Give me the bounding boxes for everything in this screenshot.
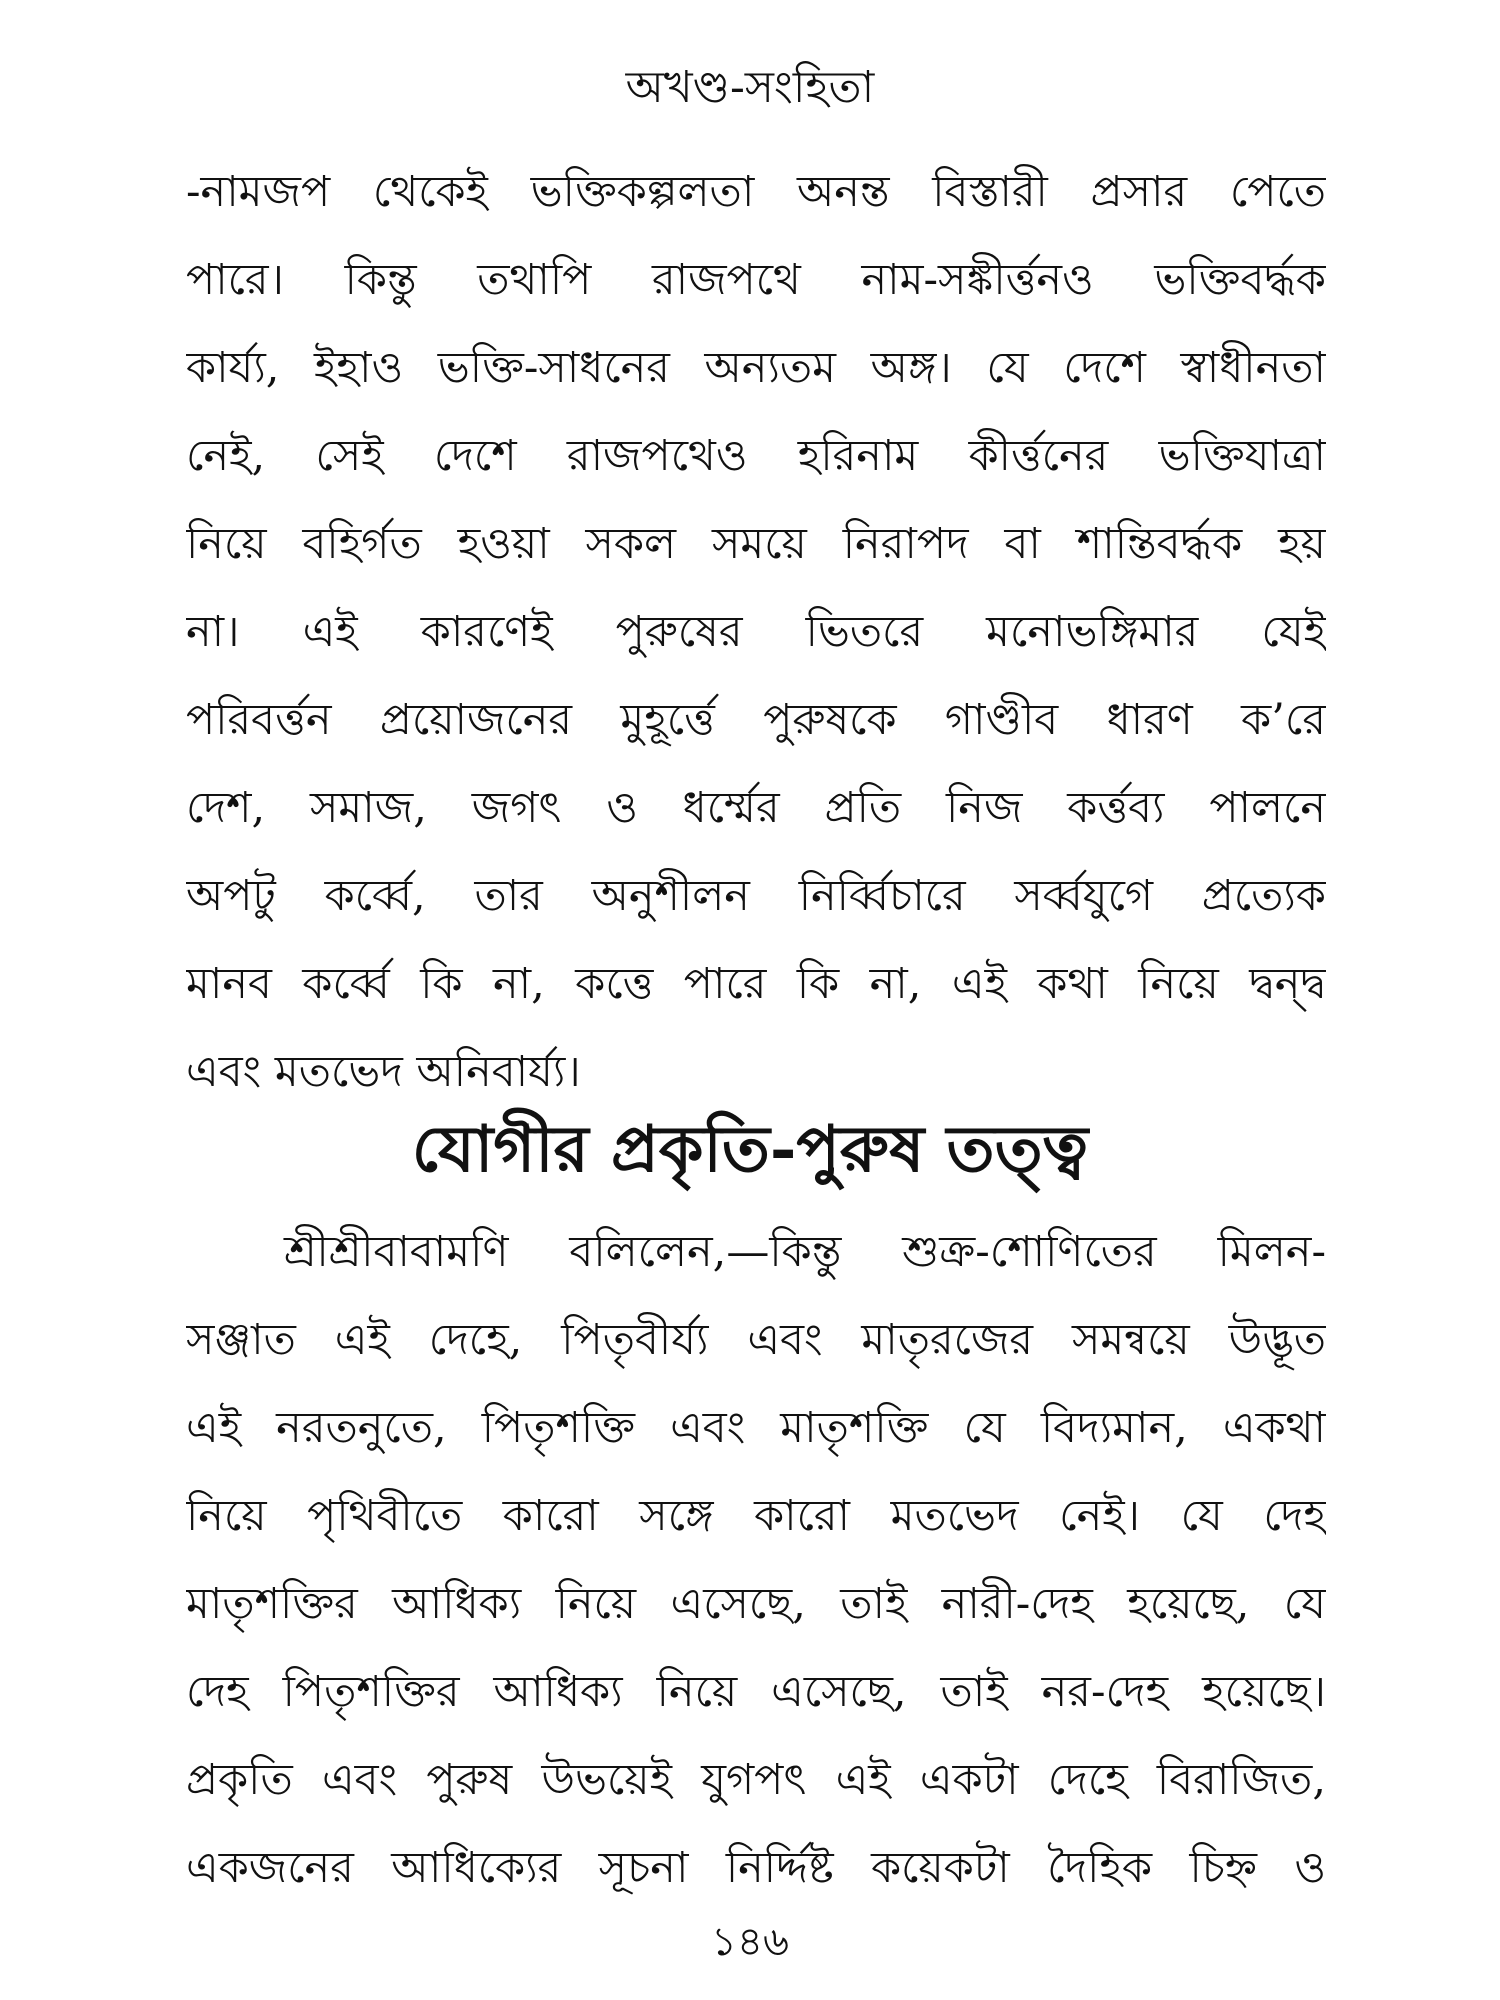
text-line: নিয়ে পৃথিবীতে কারো সঙ্গে কারো মতভেদ নেই। যে দেহ	[186, 1491, 1326, 1541]
text-line: -নামজপ থেকেই ভক্তিকল্পলতা অনন্ত বিস্তারী প্রসার পেতে	[186, 167, 1326, 217]
text-line: এই নরতনুতে, পিতৃশক্তি এবং মাতৃশক্তি যে বিদ্যমান, একথা	[186, 1403, 1326, 1453]
page-number: ১৪৬	[711, 1919, 789, 1965]
text-line: এবং মতভেদ অনিবার্য্য।	[186, 1047, 581, 1097]
text-line: নেই, সেই দেশে রাজপথেও হরিনাম কীর্ত্তনের ভক্তিযাত্রা	[186, 431, 1326, 481]
paragraph-2	[186, 1208, 1326, 1912]
text-line: শ্রীশ্রীবাবামণি বলিলেন,—কিন্তু শুক্র-শোণিতের মিলন-	[284, 1227, 1326, 1277]
running-head: অখণ্ড-সংহিতা	[625, 62, 875, 113]
text-line: সঞ্জাত এই দেহে, পিতৃবীর্য্য এবং মাতৃরজের সমন্বয়ে উদ্ভূত	[186, 1315, 1326, 1365]
text-line: না। এই কারণেই পুরুষের ভিতরে মনোভঙ্গিমার যেই	[186, 607, 1326, 657]
text-line: নিয়ে বহির্গত হওয়া সকল সময়ে নিরাপদ বা শান্তিবর্দ্ধক হয়	[186, 519, 1326, 569]
text-line: পরিবর্ত্তন প্রয়োজনের মুহূর্ত্তে পুরুষকে গাণ্ডীব ধারণ ক’রে	[186, 695, 1326, 745]
text-line: প্রকৃতি এবং পুরুষ উভয়েই যুগপৎ এই একটা দেহে বিরাজিত,	[186, 1755, 1326, 1805]
paragraph-1	[186, 148, 1326, 1116]
section-heading: যোগীর প্রকৃতি-পুরুষ তত্ত্ব	[411, 1112, 1089, 1187]
text-line: কার্য্য, ইহাও ভক্তি-সাধনের অন্যতম অঙ্গ। যে দেশে স্বাধীনতা	[186, 343, 1326, 393]
text-line: মাতৃশক্তির আধিক্য নিয়ে এসেছে, তাই নারী-দেহ হয়েছে, যে	[186, 1579, 1326, 1629]
text-line: মানব কর্ব্বে কি না, কত্তে পারে কি না, এই কথা নিয়ে দ্বন্দ্ব	[186, 959, 1326, 1009]
text-line: দেহ পিতৃশক্তির আধিক্য নিয়ে এসেছে, তাই নর-দেহ হয়েছে।	[186, 1667, 1326, 1717]
text-line: অপটু কর্ব্বে, তার অনুশীলন নির্ব্বিচারে সর্ব্বযুগে প্রত্যেক	[186, 871, 1326, 921]
text-line: একজনের আধিক্যের সূচনা নির্দ্দিষ্ট কয়েকটা দৈহিক চিহ্ন ও	[186, 1843, 1326, 1893]
text-line: দেশ, সমাজ, জগৎ ও ধর্ম্মের প্রতি নিজ কর্ত্তব্য পালনে	[186, 783, 1326, 833]
text-line: পারে। কিন্তু তথাপি রাজপথে নাম-সঙ্কীর্ত্তনও ভক্তিবর্দ্ধক	[186, 255, 1326, 305]
